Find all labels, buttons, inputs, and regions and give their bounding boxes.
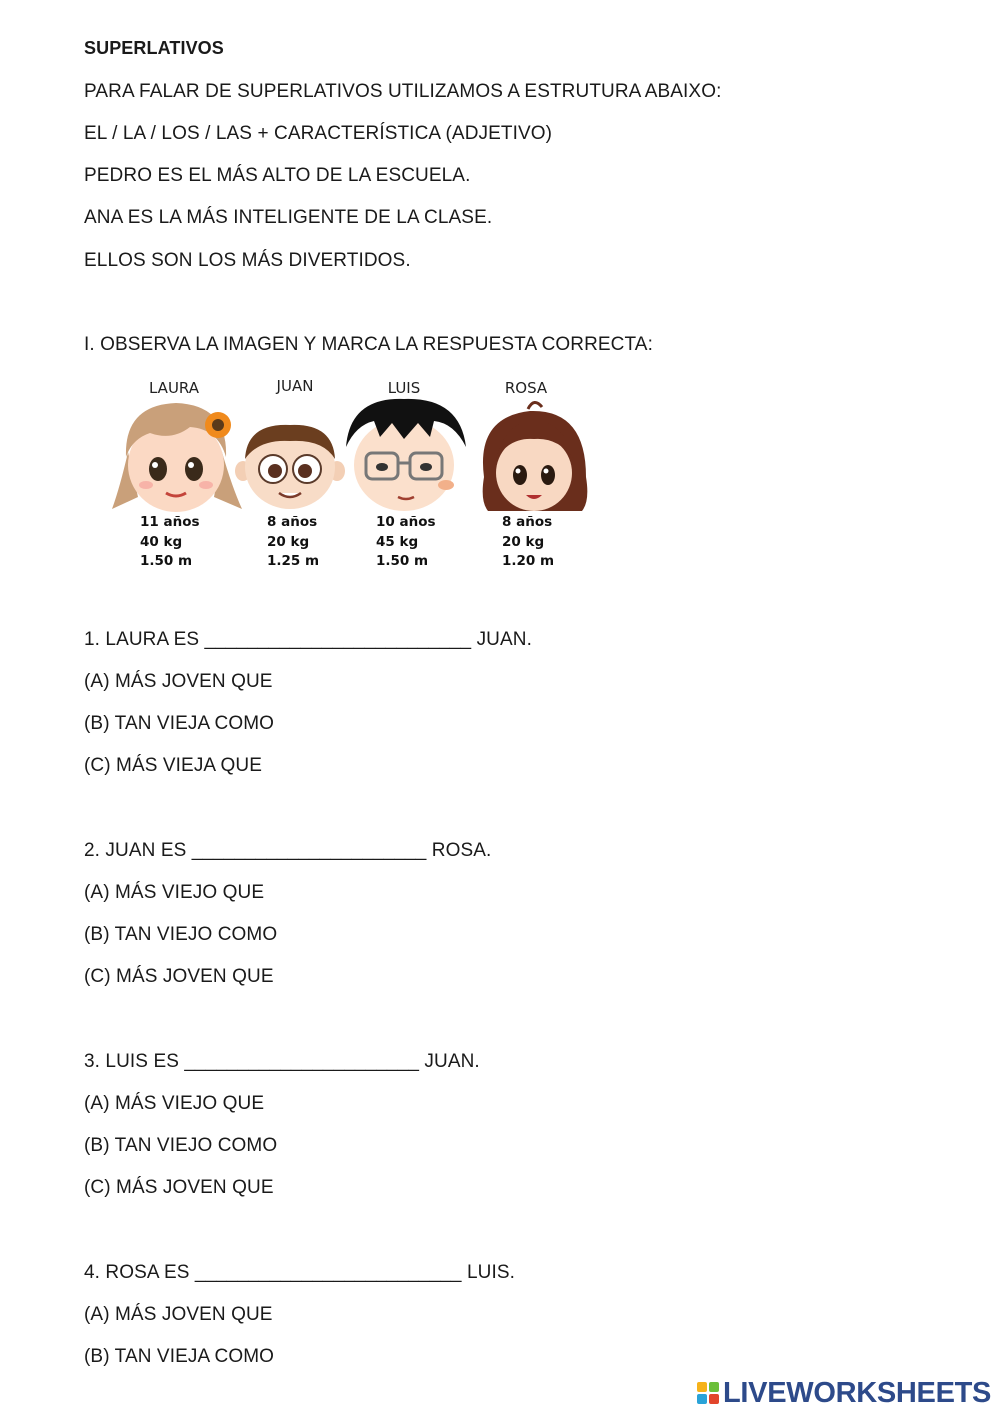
character-weight: 40 kg [140, 533, 183, 550]
intro-line: PEDRO ES EL MÁS ALTO DE LA ESCUELA. [84, 165, 471, 186]
logo-mark-icon [697, 1382, 719, 1404]
character-name: LUIS [387, 379, 421, 397]
question-stem: 3. LUIS ES ______________________ JUAN. [84, 1051, 480, 1072]
logo-text: LIVEWORKSHEETS [723, 1376, 992, 1409]
answer-option[interactable]: (B) TAN VIEJO COMO [84, 924, 278, 945]
character-name: LAURA [148, 379, 200, 397]
answer-option[interactable]: (B) TAN VIEJO COMO [84, 1135, 278, 1156]
answer-option[interactable]: (B) TAN VIEJA COMO [84, 1346, 275, 1367]
page-title: SUPERLATIVOS [84, 38, 224, 58]
character-laura [110, 375, 230, 570]
liveworksheets-logo [697, 1376, 991, 1410]
character-name: ROSA [504, 379, 548, 397]
character-weight: 45 kg [376, 533, 419, 550]
character-height: 1.20 m [502, 553, 555, 569]
character-height: 1.50 m [140, 553, 193, 569]
character-age: 11 años [140, 514, 200, 530]
question-stem: 2. JUAN ES ______________________ ROSA. [84, 840, 492, 861]
answer-option[interactable]: (A) MÁS VIEJO QUE [84, 1093, 265, 1114]
answer-option[interactable]: (A) MÁS JOVEN QUE [84, 671, 273, 692]
girl-face-icon [110, 397, 245, 515]
intro-line: EL / LA / LOS / LAS + CARACTERÍSTICA (ADJETIVO) [84, 123, 553, 144]
question-stem: 1. LAURA ES _________________________ JUAN. [84, 629, 532, 650]
character-weight: 20 kg [502, 533, 545, 550]
character-age: 10 años [376, 514, 436, 530]
character-luis [342, 375, 462, 570]
answer-option[interactable]: (A) MÁS VIEJO QUE [84, 882, 265, 903]
intro-line: ELLOS SON LOS MÁS DIVERTIDOS. [84, 250, 411, 271]
character-age: 8 años [267, 514, 318, 530]
answer-option[interactable]: (C) MÁS JOVEN QUE [84, 1177, 274, 1198]
character-stats [267, 513, 319, 572]
answer-option[interactable]: (C) MÁS VIEJA QUE [84, 755, 263, 776]
character-name: JUAN [276, 377, 314, 395]
character-weight: 20 kg [267, 533, 310, 550]
intro-line: PARA FALAR DE SUPERLATIVOS UTILIZAMOS A ESTRUTURA ABAIXO: [84, 81, 722, 102]
boy-glasses-face-icon [342, 397, 467, 515]
answer-option[interactable]: (C) MÁS JOVEN QUE [84, 966, 274, 987]
character-rosa [470, 375, 590, 570]
instruction: I. OBSERVA LA IMAGEN Y MARCA LA RESPUESTA CORRECTA: [84, 334, 653, 355]
character-height: 1.25 m [267, 553, 320, 569]
intro-line: ANA ES LA MÁS INTELIGENTE DE LA CLASE. [84, 207, 493, 228]
girl-dark-hair-face-icon [478, 397, 598, 515]
answer-option[interactable]: (B) TAN VIEJA COMO [84, 713, 275, 734]
characters-figure [110, 375, 590, 575]
character-stats [376, 513, 436, 572]
character-height: 1.50 m [376, 553, 429, 569]
character-stats [502, 513, 554, 572]
question-stem: 4. ROSA ES _________________________ LUIS. [84, 1262, 515, 1283]
character-age: 8 años [502, 514, 553, 530]
character-stats [140, 513, 200, 572]
answer-option[interactable]: (A) MÁS JOVEN QUE [84, 1304, 273, 1325]
character-juan [235, 375, 355, 570]
